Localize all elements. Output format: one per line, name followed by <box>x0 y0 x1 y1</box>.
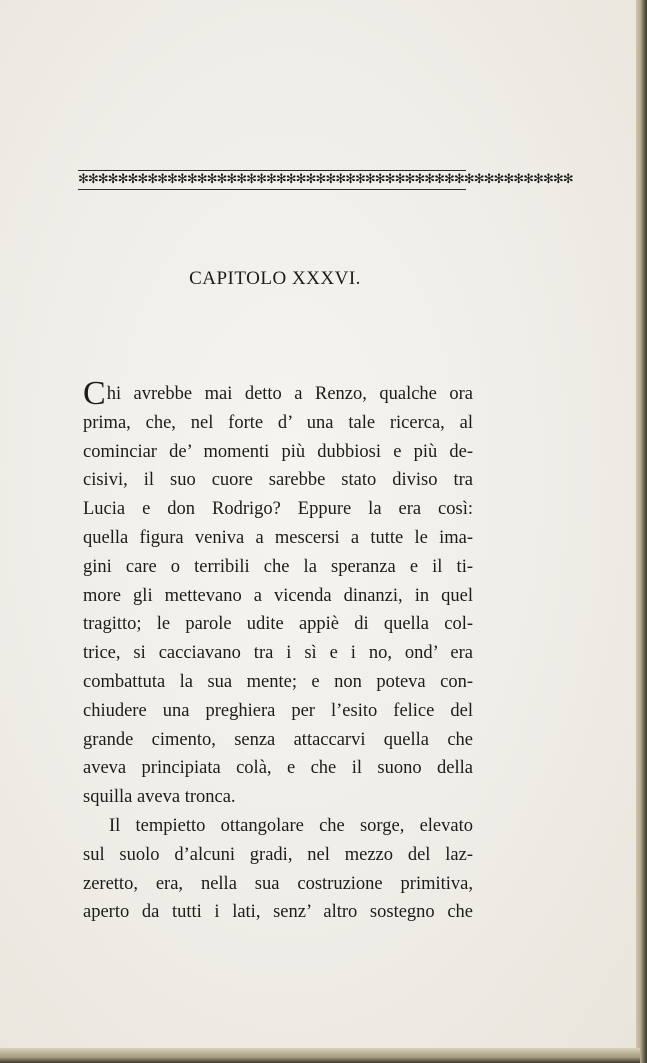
text-line: squilla aveva tronca. <box>83 787 236 808</box>
text-line: chiudere una preghiera per l’esito felice del <box>83 700 473 721</box>
text-line <box>83 375 473 412</box>
text-line: prima, che, nel forte d’ una tale ricerca, al <box>83 412 473 433</box>
text-line: Il tempietto ottangolare che sorge, elevato <box>109 815 473 836</box>
text-line: combattuta la sua mente; e non poteva con- <box>83 671 473 692</box>
page-edge <box>636 0 647 1063</box>
text-line: quella figura veniva a mescersi a tutte le ima- <box>83 527 473 548</box>
ornament-rule-top <box>78 170 466 171</box>
text-line: cominciar de’ momenti più dubbiosi e più de- <box>83 441 473 462</box>
text-line: zeretto, era, nella sua costruzione primitiva, <box>83 873 473 894</box>
ornament-stars: ✻✻✻✻✻✻✻✻✻✻✻✻✻✻✻✻✻✻✻✻✻✻✻✻✻✻✻✻✻✻✻✻✻✻✻✻✻✻✻✻✻✻✻✻✻✻✻✻✻✻ <box>78 172 573 187</box>
drop-cap: C <box>83 375 106 412</box>
text-line: sul suolo d’alcuni gradi, nel mezzo del laz- <box>83 844 473 865</box>
text-line: aperto da tutti i lati, senz’ altro sostegno che <box>83 902 473 923</box>
text-line: Lucia e don Rodrigo? Eppure la era così: <box>83 499 473 520</box>
text-line: aveva principiata colà, e che il suono della <box>83 758 473 779</box>
text-line: cisivi, il suo cuore sarebbe stato diviso tra <box>83 470 473 491</box>
body-text <box>83 375 473 927</box>
chapter-title: CAPITOLO XXXVI. <box>189 268 361 289</box>
text-line: more gli mettevano a vicenda dinanzi, in quel <box>83 585 473 606</box>
text-line: trice, si cacciavano tra i sì e i no, ond’ era <box>83 643 473 664</box>
chapter-ornament <box>78 168 573 192</box>
text-line: gini care o terribili che la speranza e il ti- <box>83 556 473 577</box>
page-bottom-edge <box>0 1048 640 1063</box>
text-line: grande cimento, senza attaccarvi quella che <box>83 729 473 750</box>
text-line-rest: hi avrebbe mai detto a Renzo, qualche ora <box>106 384 473 404</box>
ornament-rule-bottom <box>78 189 466 190</box>
text-line: tragitto; le parole udite appiè di quella col- <box>83 614 473 635</box>
